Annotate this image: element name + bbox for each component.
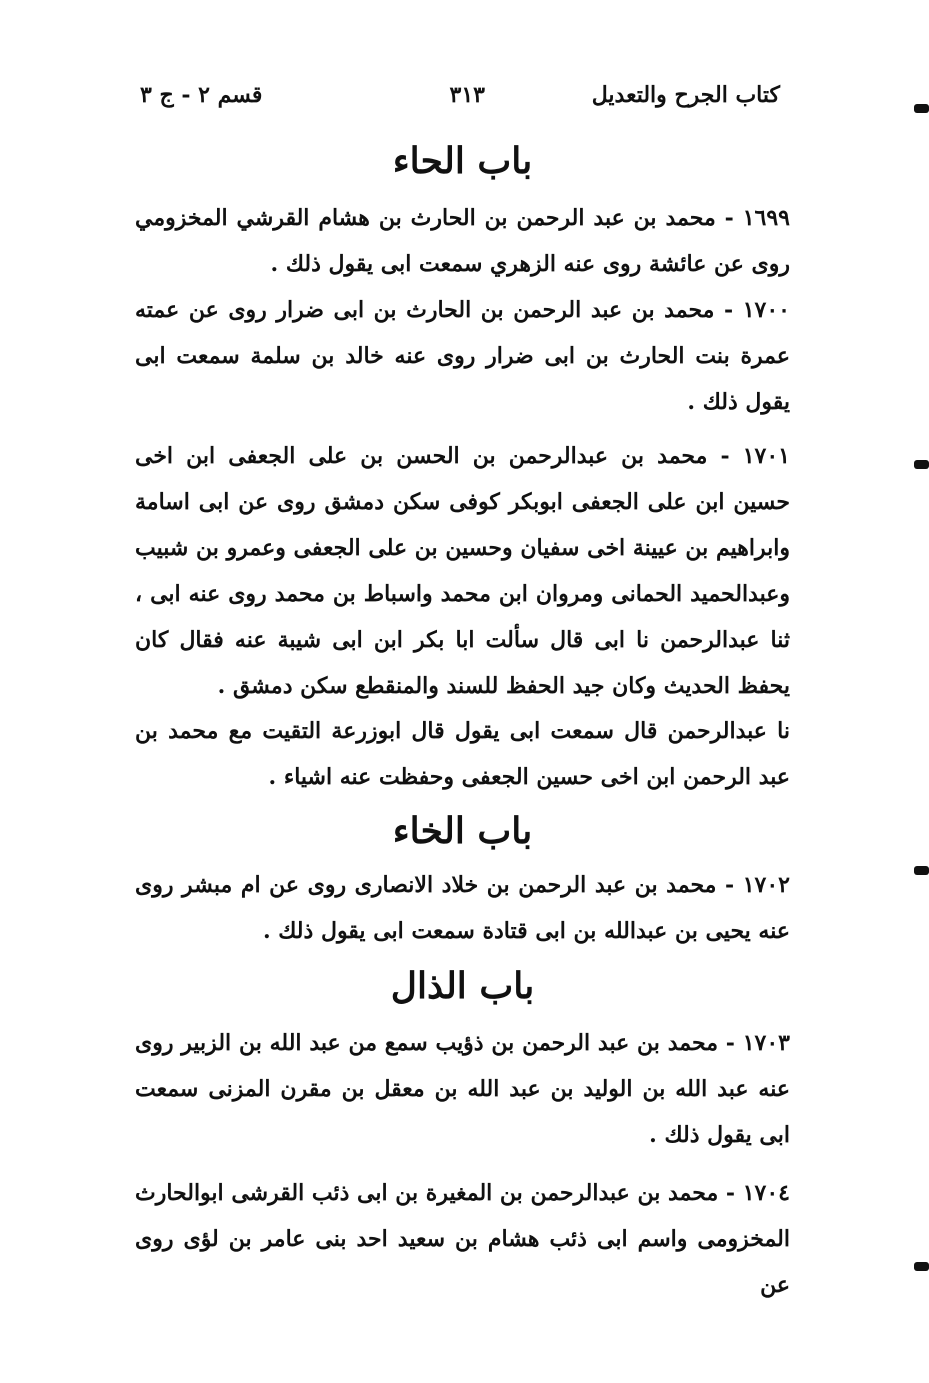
entry-1700: ١٧٠٠ - محمد بن عبد الرحمن بن الحارث بن ابى ضرار روى عن عمته عمرة بنت الحارث بن ابى ضرار روى عنه خالد بن سلمة سمعت ابى يقول ذلك . (135, 297, 790, 415)
margin-mark (914, 866, 929, 875)
margin-mark (914, 460, 929, 469)
entry-1699: ١٦٩٩ - محمد بن عبد الرحمن بن الحارث بن هشام القرشي المخزومي روى عن عائشة روى عنه الزهري سمعت ابى يقول ذلك . (135, 205, 790, 277)
entry-1701: ١٧٠١ - محمد بن عبدالرحمن بن الحسن بن على الجعفى ابن اخى حسين ابن على الجعفى ابوبكر كوفى سكن دمشق روى عن ابى اسامة وابراهيم بن عيينة اخى سفيان وحسين بن على الجعفى وعمرو بن شبيب وعبدالحميد الحمانى ومروان ابن محمد واسباط بن محمد روى عنه ابى ، ثنا عبدالرحمن نا ابى قال سألت ابا بكر ابن ابى شيبة عنه فقال كان يحفظ الحديث وكان جيد الحفظ للسند والمنقطع سكن دمشق . (135, 443, 790, 699)
chapter-heading-dhal: باب الذال (390, 965, 535, 1007)
chapter-heading-khaa: باب الخاء (392, 810, 533, 852)
volume-label: قسم ٢ - ج ٣ (140, 82, 263, 108)
entry-1703: ١٧٠٣ - محمد بن عبد الرحمن بن ذؤيب سمع من عبد الله بن الزبير روى عنه عبد الله بن الوليد بن عبد الله بن معقل بن مقرن المزنى سمعت ابى يقول ذلك . (135, 1030, 790, 1148)
entry-1704: ١٧٠٤ - محمد بن عبدالرحمن بن المغيرة بن ابى ذئب القرشى ابوالحارث المخزومى واسم ابى ذئب هشام بن سعيد احد بنى عامر بن لؤى روى عن (135, 1180, 790, 1298)
page-header (140, 82, 780, 122)
margin-mark (914, 1262, 929, 1271)
entry-1702: ١٧٠٢ - محمد بن عبد الرحمن بن خلاد الانصارى روى عن ام مبشر روى عنه يحيى بن عبدالله بن ابى قتادة سمعت ابى يقول ذلك . (135, 872, 790, 944)
entry-1701-note: نا عبدالرحمن قال سمعت ابى يقول قال ابوزرعة التقيت مع محمد بن عبد الرحمن ابن اخى حسين الجعفى وحفظت عنه اشياء . (135, 718, 790, 790)
chapter-heading-haa: باب الحاء (392, 140, 533, 182)
page-number: ٣١٣ (449, 82, 485, 108)
margin-mark (914, 104, 929, 113)
book-title: كتاب الجرح والتعديل (591, 82, 780, 108)
